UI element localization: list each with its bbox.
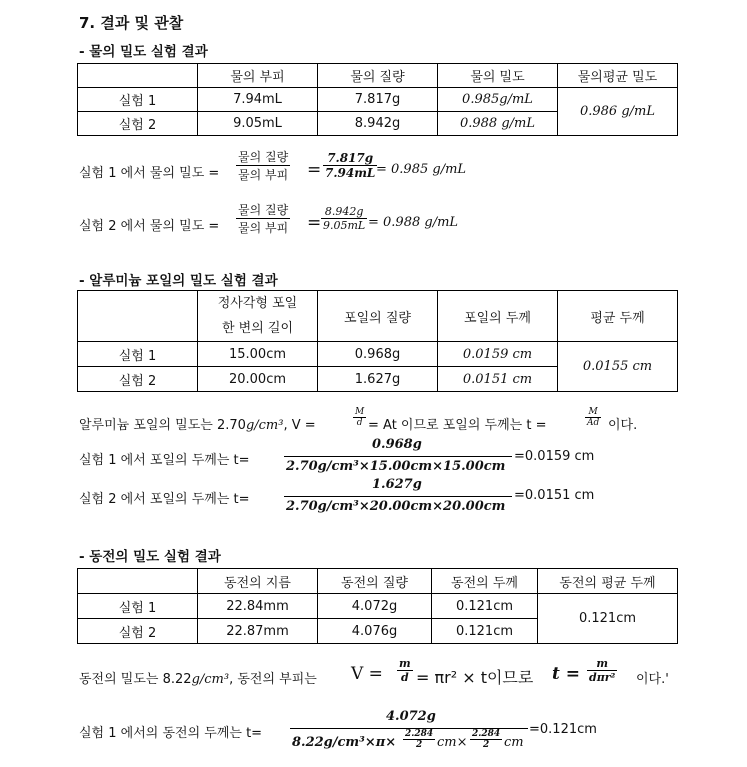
table-row-label: 실험 1 bbox=[78, 88, 198, 112]
coin-explain-end: 이다.' bbox=[636, 672, 669, 687]
foil-calc1-result bbox=[514, 449, 594, 464]
coin-calc1-radius-fraction-1 bbox=[403, 729, 435, 750]
table-row-label: 실험 2 bbox=[78, 112, 198, 136]
coin-calc1-den-c: cm bbox=[504, 735, 524, 750]
water-calc2-num: 8.942g bbox=[321, 205, 367, 219]
coin-explain-line bbox=[79, 668, 317, 687]
foil-explain-m2: M bbox=[585, 407, 601, 418]
foil-heading: - 알루미늄 포일의 밀도 실험 결과 bbox=[79, 273, 278, 289]
coin-calc1-frac-den-1: 2 bbox=[415, 740, 423, 750]
coin-explain-m2: m bbox=[587, 657, 617, 671]
coin-header-empty bbox=[78, 569, 198, 594]
equals-sign: = bbox=[307, 160, 322, 180]
foil-mass-1: 0.968g bbox=[318, 342, 438, 367]
coin-thickness-1: 0.121cm bbox=[432, 594, 538, 619]
foil-header-average: 평균 두께 bbox=[558, 291, 678, 342]
foil-calc1-den: 2.70g/cm³×15.00cm×15.00cm bbox=[286, 459, 506, 474]
table-row-label: 실험 2 bbox=[78, 367, 198, 392]
water-table bbox=[77, 63, 678, 136]
foil-explain-mad-fraction bbox=[585, 407, 601, 428]
coin-calc1-radius-fraction-2 bbox=[470, 729, 502, 750]
coin-explain-b: , 동전의 부피는 bbox=[229, 672, 317, 687]
coin-calc1-frac-den-2: 2 bbox=[482, 740, 490, 750]
water-header-average: 물의평균 밀도 bbox=[558, 64, 678, 88]
coin-header-average: 동전의 평균 두께 bbox=[538, 569, 678, 594]
water-density-1: 0.985g/mL bbox=[438, 88, 558, 112]
coin-header-thickness: 동전의 두께 bbox=[432, 569, 538, 594]
foil-header-empty bbox=[78, 291, 198, 342]
water-volume-1: 7.94mL bbox=[198, 88, 318, 112]
equals-sign: = bbox=[307, 213, 322, 233]
coin-calc1-prefix: 실험 1 에서의 동전의 두께는 t= bbox=[79, 726, 263, 741]
coin-explain-d: d bbox=[400, 671, 409, 684]
water-calc1-word-fraction bbox=[236, 148, 290, 183]
foil-explain-c: = At 이므로 포일의 두께는 t = bbox=[368, 418, 547, 433]
foil-explain-line bbox=[79, 414, 316, 433]
coin-average: 0.121cm bbox=[538, 594, 678, 644]
water-header-mass: 물의 질량 bbox=[318, 64, 438, 88]
foil-calc2-result: =0.0151 cm bbox=[514, 488, 595, 503]
coin-explain-c: = πr² × t이므로 bbox=[416, 668, 534, 687]
water-calc2-value-fraction bbox=[321, 205, 367, 232]
water-calc2-num-word: 물의 질량 bbox=[238, 203, 289, 217]
water-header-density: 물의 밀도 bbox=[438, 64, 558, 88]
table-row-label: 실험 2 bbox=[78, 619, 198, 644]
foil-calc1-num: 0.968g bbox=[372, 437, 422, 452]
water-mass-2: 8.942g bbox=[318, 112, 438, 136]
coin-table bbox=[77, 568, 678, 644]
foil-explain-end: 이다. bbox=[608, 418, 638, 433]
foil-explain-ad: Ad bbox=[587, 418, 600, 428]
water-calc1-num: 7.817g bbox=[323, 151, 377, 166]
coin-header-diameter: 동전의 지름 bbox=[198, 569, 318, 594]
water-calc1-num-word: 물의 질량 bbox=[238, 150, 289, 164]
water-header-empty bbox=[78, 64, 198, 88]
coin-calc1-num: 4.072g bbox=[386, 709, 436, 724]
foil-header-thickness: 포일의 두께 bbox=[438, 291, 558, 342]
table-row-label: 실험 1 bbox=[78, 594, 198, 619]
coin-calc1-result: =0.121cm bbox=[529, 722, 597, 737]
table-row-label: 실험 1 bbox=[78, 342, 198, 367]
coin-explain-dpr: dπr² bbox=[589, 671, 616, 684]
foil-explain-b: , V = bbox=[283, 418, 316, 433]
foil-table bbox=[77, 290, 678, 392]
water-calc2-prefix: 실험 2 에서 물의 밀도 = bbox=[79, 219, 220, 234]
coin-mass-1: 4.072g bbox=[318, 594, 432, 619]
foil-average: 0.0155 cm bbox=[558, 342, 678, 392]
water-average: 0.986 g/mL bbox=[558, 88, 678, 136]
foil-explain-md-fraction bbox=[353, 407, 366, 428]
coin-explain-mdpr-fraction bbox=[587, 657, 617, 684]
water-calc2-word-fraction bbox=[236, 201, 290, 236]
water-calc2-den: 9.05mL bbox=[323, 219, 366, 232]
foil-thickness-2: 0.0151 cm bbox=[438, 367, 558, 392]
coin-header-mass: 동전의 질량 bbox=[318, 569, 432, 594]
foil-mass-2: 1.627g bbox=[318, 367, 438, 392]
coin-explain-v: V = bbox=[351, 664, 383, 684]
coin-mass-2: 4.076g bbox=[318, 619, 432, 644]
water-calc1-result: = 0.985 g/mL bbox=[376, 162, 467, 177]
coin-explain-unit: g/cm³ bbox=[191, 672, 230, 687]
coin-explain-md-fraction bbox=[397, 657, 413, 684]
coin-calc1-den-b: cm× bbox=[437, 735, 468, 750]
water-calc1-value-fraction bbox=[323, 151, 377, 180]
water-calc2-result: = 0.988 g/mL bbox=[368, 215, 459, 230]
water-density-2: 0.988 g/mL bbox=[438, 112, 558, 136]
foil-calc2-num: 1.627g bbox=[372, 477, 422, 492]
section-title: 7. 결과 및 관찰 bbox=[79, 14, 184, 32]
coin-heading: - 동전의 밀도 실험 결과 bbox=[79, 549, 221, 565]
foil-thickness-1: 0.0159 cm bbox=[438, 342, 558, 367]
coin-explain-t: t = bbox=[552, 664, 581, 684]
water-calc2-den-word: 물의 부피 bbox=[238, 221, 289, 235]
foil-explain-a: 알루미늄 포일의 밀도는 2.70 bbox=[79, 418, 246, 433]
foil-header-mass: 포일의 질량 bbox=[318, 291, 438, 342]
fraction-bar bbox=[284, 456, 512, 457]
water-calc1-prefix: 실험 1 에서 물의 밀도 = bbox=[79, 166, 220, 181]
water-heading: - 물의 밀도 실험 결과 bbox=[79, 44, 208, 60]
foil-calc1-result-text: =0.0159 cm bbox=[514, 449, 595, 464]
foil-calc1-prefix: 실험 1 에서 포일의 두께는 t= bbox=[79, 453, 250, 468]
foil-side-2: 20.00cm bbox=[198, 367, 318, 392]
coin-calc1-frac-num-1: 2.284 bbox=[405, 729, 434, 739]
water-calc1-den: 7.94mL bbox=[325, 166, 376, 180]
foil-side-1: 15.00cm bbox=[198, 342, 318, 367]
foil-explain-m: M bbox=[355, 407, 365, 417]
water-volume-2: 9.05mL bbox=[198, 112, 318, 136]
foil-header-side: 정사각형 포일 한 변의 길이 bbox=[198, 291, 318, 342]
water-calc1-den-word: 물의 부피 bbox=[238, 168, 289, 182]
coin-thickness-2: 0.121cm bbox=[432, 619, 538, 644]
foil-explain-d: d bbox=[356, 418, 363, 428]
foil-calc2-den: 2.70g/cm³×20.00cm×20.00cm bbox=[286, 499, 506, 514]
coin-diameter-2: 22.87mm bbox=[198, 619, 318, 644]
water-header-volume: 물의 부피 bbox=[198, 64, 318, 88]
water-mass-1: 7.817g bbox=[318, 88, 438, 112]
coin-explain-a: 동전의 밀도는 8.22 bbox=[79, 672, 192, 687]
coin-calc1-frac-num-2: 2.284 bbox=[472, 729, 501, 739]
foil-calc2-prefix: 실험 2 에서 포일의 두께는 t= bbox=[79, 492, 250, 507]
coin-calc1-den-a: 8.22g/cm³×π× bbox=[292, 735, 397, 750]
fraction-bar bbox=[284, 496, 512, 497]
foil-explain-unit: g/cm³ bbox=[245, 418, 284, 433]
coin-explain-m: m bbox=[399, 657, 411, 670]
coin-diameter-1: 22.84mm bbox=[198, 594, 318, 619]
